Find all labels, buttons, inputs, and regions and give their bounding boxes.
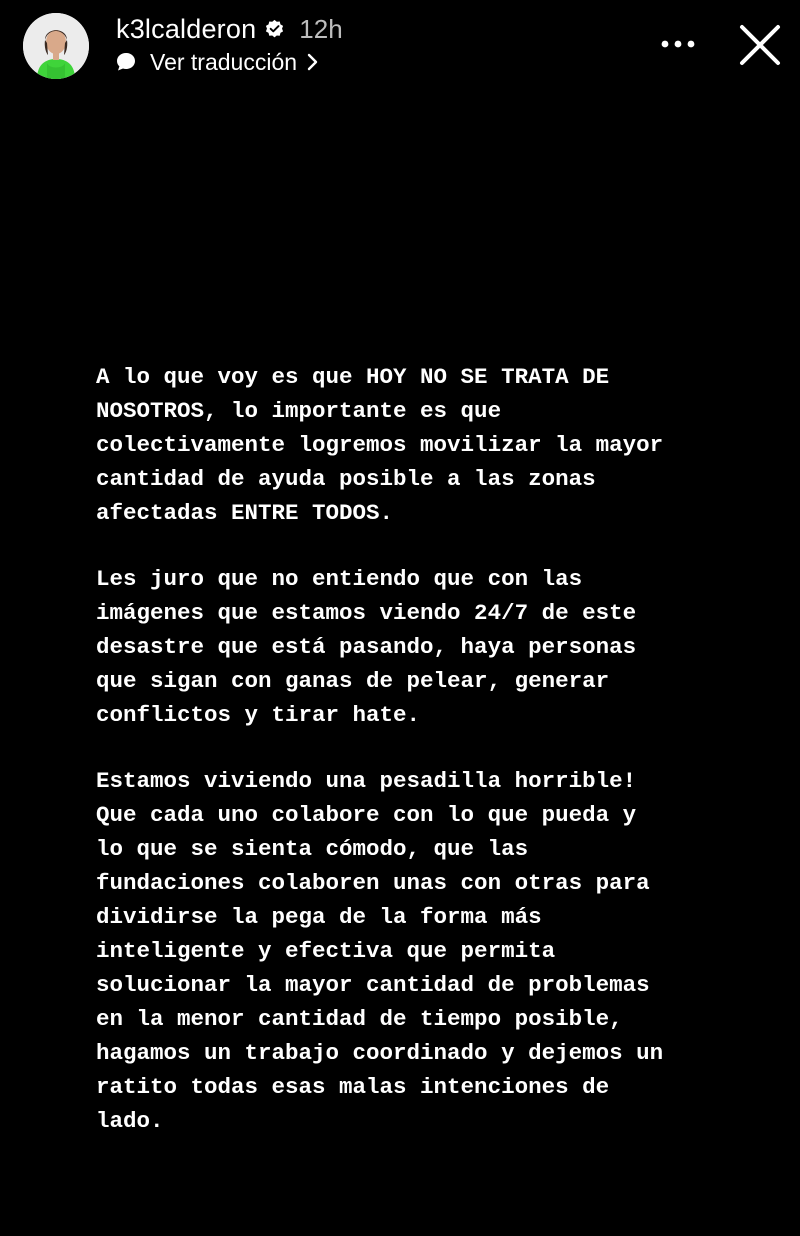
- story-text: [96, 360, 756, 1138]
- username[interactable]: k3lcalderon: [116, 13, 257, 44]
- close-button[interactable]: [734, 19, 786, 71]
- story-paragraph: A lo que voy es que HOY NO SE TRATA DE NOSOTROS, lo importante es que colectivamente logremos movilizar la mayor cantidad de ayuda posible a las zonas afectadas ENTRE TODOS.: [96, 364, 664, 526]
- chevron-right-icon: [306, 52, 320, 72]
- story-time: 12h: [299, 13, 343, 44]
- more-options-button[interactable]: [656, 26, 700, 62]
- close-icon: [734, 19, 786, 71]
- more-horizontal-icon: [656, 26, 700, 62]
- story-header: [0, 0, 800, 100]
- avatar-image: [23, 13, 89, 79]
- verified-badge-icon: [264, 19, 285, 40]
- speech-bubble-icon: [114, 50, 138, 74]
- see-translation-label: Ver traducción: [150, 48, 298, 75]
- profile-avatar[interactable]: [23, 13, 89, 79]
- story-paragraph: Estamos viviendo una pesadilla horrible! Que cada uno colabore con lo que pueda y lo que se sienta cómodo, que las fundaciones colaboren unas con otras para dividirse la pega de la forma más inteligente y efectiva que permita solucionar la mayor cantidad de problemas en la menor cantidad de tiempo posible, hagamos un trabajo coordinado y dejemos un ratito todas esas malas intenciones de lado.: [96, 768, 664, 1134]
- story-paragraph: Les juro que no entiendo que con las imágenes que estamos viendo 24/7 de este desastre que está pasando, haya personas que sigan con ganas de pelear, generar conflictos y tirar hate.: [96, 566, 637, 728]
- see-translation-button[interactable]: [114, 47, 320, 77]
- username-row: [116, 12, 343, 46]
